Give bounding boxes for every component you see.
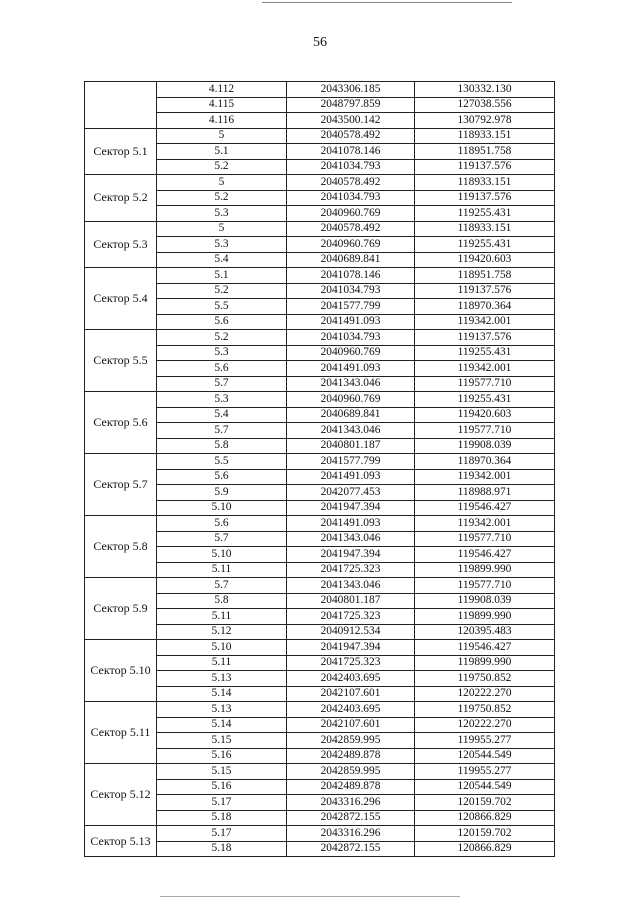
point-number-cell: 5.16 — [157, 779, 287, 795]
top-rule — [262, 2, 512, 3]
y-coordinate-cell: 119420.603 — [415, 252, 555, 268]
x-coordinate-cell: 2040912.534 — [287, 624, 415, 640]
x-coordinate-cell: 2040801.187 — [287, 593, 415, 609]
point-number-cell: 5.1 — [157, 268, 287, 284]
y-coordinate-cell: 119546.427 — [415, 500, 555, 516]
point-number-cell: 5.10 — [157, 547, 287, 563]
y-coordinate-cell: 127038.556 — [415, 97, 555, 113]
table-row — [85, 516, 555, 532]
table-row — [85, 640, 555, 656]
y-coordinate-cell: 119255.431 — [415, 237, 555, 253]
x-coordinate-cell: 2041343.046 — [287, 578, 415, 594]
y-coordinate-cell: 119420.603 — [415, 407, 555, 423]
y-coordinate-cell: 120159.702 — [415, 826, 555, 842]
table-row — [85, 82, 555, 98]
point-number-cell: 5.8 — [157, 438, 287, 454]
x-coordinate-cell: 2041034.793 — [287, 190, 415, 206]
y-coordinate-cell: 118951.758 — [415, 268, 555, 284]
y-coordinate-cell: 120866.829 — [415, 841, 555, 857]
y-coordinate-cell: 119137.576 — [415, 159, 555, 175]
point-number-cell: 5.5 — [157, 454, 287, 470]
sector-label: Сектор 5.5 — [85, 330, 157, 392]
x-coordinate-cell: 2043306.185 — [287, 82, 415, 98]
point-number-cell: 5.15 — [157, 733, 287, 749]
y-coordinate-cell: 130792.978 — [415, 113, 555, 129]
y-coordinate-cell: 119899.990 — [415, 655, 555, 671]
point-number-cell: 4.115 — [157, 97, 287, 113]
table-row — [85, 578, 555, 594]
y-coordinate-cell: 119342.001 — [415, 361, 555, 377]
point-number-cell: 5 — [157, 128, 287, 144]
table-row — [85, 454, 555, 470]
y-coordinate-cell: 119255.431 — [415, 345, 555, 361]
point-number-cell: 5.6 — [157, 469, 287, 485]
table-row — [85, 392, 555, 408]
coordinates-table — [84, 81, 555, 857]
point-number-cell: 5.18 — [157, 810, 287, 826]
y-coordinate-cell: 118970.364 — [415, 299, 555, 315]
point-number-cell: 5.11 — [157, 655, 287, 671]
y-coordinate-cell: 130332.130 — [415, 82, 555, 98]
x-coordinate-cell: 2040801.187 — [287, 438, 415, 454]
y-coordinate-cell: 118933.151 — [415, 128, 555, 144]
y-coordinate-cell: 119577.710 — [415, 578, 555, 594]
x-coordinate-cell: 2041577.799 — [287, 299, 415, 315]
x-coordinate-cell: 2042107.601 — [287, 686, 415, 702]
point-number-cell: 5.12 — [157, 624, 287, 640]
y-coordinate-cell: 119577.710 — [415, 376, 555, 392]
sector-label: Сектор 5.4 — [85, 268, 157, 330]
y-coordinate-cell: 119255.431 — [415, 392, 555, 408]
y-coordinate-cell: 119137.576 — [415, 190, 555, 206]
sector-label: Сектор 5.8 — [85, 516, 157, 578]
point-number-cell: 4.116 — [157, 113, 287, 129]
point-number-cell: 5.2 — [157, 283, 287, 299]
point-number-cell: 5.3 — [157, 392, 287, 408]
point-number-cell: 5.5 — [157, 299, 287, 315]
point-number-cell: 5.15 — [157, 764, 287, 780]
x-coordinate-cell: 2041034.793 — [287, 159, 415, 175]
table-row — [85, 702, 555, 718]
point-number-cell: 5.3 — [157, 345, 287, 361]
sector-label: Сектор 5.3 — [85, 221, 157, 268]
sector-label: Сектор 5.2 — [85, 175, 157, 222]
y-coordinate-cell: 120159.702 — [415, 795, 555, 811]
x-coordinate-cell: 2040960.769 — [287, 237, 415, 253]
point-number-cell: 5.4 — [157, 252, 287, 268]
point-number-cell: 5.1 — [157, 144, 287, 160]
x-coordinate-cell: 2043316.296 — [287, 826, 415, 842]
y-coordinate-cell: 118951.758 — [415, 144, 555, 160]
y-coordinate-cell: 119908.039 — [415, 438, 555, 454]
y-coordinate-cell: 119750.852 — [415, 671, 555, 687]
sector-label: Сектор 5.11 — [85, 702, 157, 764]
x-coordinate-cell: 2042107.601 — [287, 717, 415, 733]
y-coordinate-cell: 120222.270 — [415, 717, 555, 733]
y-coordinate-cell: 119955.277 — [415, 764, 555, 780]
table-row — [85, 764, 555, 780]
x-coordinate-cell: 2042872.155 — [287, 841, 415, 857]
y-coordinate-cell: 119342.001 — [415, 469, 555, 485]
y-coordinate-cell: 120395.483 — [415, 624, 555, 640]
table-row — [85, 330, 555, 346]
point-number-cell: 5.4 — [157, 407, 287, 423]
sector-label: Сектор 5.10 — [85, 640, 157, 702]
y-coordinate-cell: 119577.710 — [415, 531, 555, 547]
x-coordinate-cell: 2042859.995 — [287, 733, 415, 749]
y-coordinate-cell: 119255.431 — [415, 206, 555, 222]
page-number: 56 — [313, 35, 327, 50]
x-coordinate-cell: 2041343.046 — [287, 531, 415, 547]
x-coordinate-cell: 2041947.394 — [287, 640, 415, 656]
x-coordinate-cell: 2042489.878 — [287, 748, 415, 764]
bottom-rule — [160, 896, 460, 897]
x-coordinate-cell: 2042077.453 — [287, 485, 415, 501]
point-number-cell: 5.14 — [157, 686, 287, 702]
x-coordinate-cell: 2041343.046 — [287, 376, 415, 392]
x-coordinate-cell: 2043316.296 — [287, 795, 415, 811]
point-number-cell: 5.6 — [157, 314, 287, 330]
table-row — [85, 268, 555, 284]
point-number-cell: 5.9 — [157, 485, 287, 501]
x-coordinate-cell: 2040578.492 — [287, 175, 415, 191]
x-coordinate-cell: 2042403.695 — [287, 671, 415, 687]
x-coordinate-cell: 2040689.841 — [287, 252, 415, 268]
x-coordinate-cell: 2042403.695 — [287, 702, 415, 718]
x-coordinate-cell: 2041947.394 — [287, 547, 415, 563]
coordinates-table-body — [85, 82, 555, 857]
y-coordinate-cell: 118933.151 — [415, 175, 555, 191]
point-number-cell: 5.13 — [157, 671, 287, 687]
point-number-cell: 5.11 — [157, 609, 287, 625]
x-coordinate-cell: 2042489.878 — [287, 779, 415, 795]
x-coordinate-cell: 2043500.142 — [287, 113, 415, 129]
table-row — [85, 175, 555, 191]
point-number-cell: 5.17 — [157, 826, 287, 842]
y-coordinate-cell: 119342.001 — [415, 516, 555, 532]
x-coordinate-cell: 2041725.323 — [287, 655, 415, 671]
point-number-cell: 5.2 — [157, 330, 287, 346]
x-coordinate-cell: 2041491.093 — [287, 361, 415, 377]
point-number-cell: 5.7 — [157, 578, 287, 594]
table-row — [85, 221, 555, 237]
point-number-cell: 5.6 — [157, 516, 287, 532]
point-number-cell: 5.11 — [157, 562, 287, 578]
y-coordinate-cell: 119137.576 — [415, 283, 555, 299]
point-number-cell: 5.7 — [157, 531, 287, 547]
sector-label: Сектор 5.6 — [85, 392, 157, 454]
x-coordinate-cell: 2040689.841 — [287, 407, 415, 423]
y-coordinate-cell: 119546.427 — [415, 547, 555, 563]
point-number-cell: 5.2 — [157, 159, 287, 175]
x-coordinate-cell: 2040960.769 — [287, 345, 415, 361]
y-coordinate-cell: 119750.852 — [415, 702, 555, 718]
x-coordinate-cell: 2040960.769 — [287, 206, 415, 222]
y-coordinate-cell: 119899.990 — [415, 562, 555, 578]
sector-label: Сектор 5.12 — [85, 764, 157, 826]
sector-label: Сектор 5.9 — [85, 578, 157, 640]
point-number-cell: 5.13 — [157, 702, 287, 718]
point-number-cell: 5.7 — [157, 376, 287, 392]
x-coordinate-cell: 2040960.769 — [287, 392, 415, 408]
point-number-cell: 5.17 — [157, 795, 287, 811]
y-coordinate-cell: 118933.151 — [415, 221, 555, 237]
y-coordinate-cell: 120866.829 — [415, 810, 555, 826]
point-number-cell: 5.3 — [157, 206, 287, 222]
x-coordinate-cell: 2042872.155 — [287, 810, 415, 826]
sector-label: Сектор 5.1 — [85, 128, 157, 175]
point-number-cell: 5 — [157, 175, 287, 191]
point-number-cell: 5.10 — [157, 500, 287, 516]
x-coordinate-cell: 2041034.793 — [287, 283, 415, 299]
sector-label — [85, 82, 157, 129]
x-coordinate-cell: 2048797.859 — [287, 97, 415, 113]
y-coordinate-cell: 119546.427 — [415, 640, 555, 656]
y-coordinate-cell: 119899.990 — [415, 609, 555, 625]
table-row — [85, 128, 555, 144]
x-coordinate-cell: 2041491.093 — [287, 469, 415, 485]
x-coordinate-cell: 2041078.146 — [287, 268, 415, 284]
y-coordinate-cell: 118988.971 — [415, 485, 555, 501]
point-number-cell: 5.8 — [157, 593, 287, 609]
y-coordinate-cell: 120544.549 — [415, 779, 555, 795]
point-number-cell: 5 — [157, 221, 287, 237]
y-coordinate-cell: 119908.039 — [415, 593, 555, 609]
point-number-cell: 5.14 — [157, 717, 287, 733]
y-coordinate-cell: 120222.270 — [415, 686, 555, 702]
x-coordinate-cell: 2041078.146 — [287, 144, 415, 160]
x-coordinate-cell: 2041577.799 — [287, 454, 415, 470]
y-coordinate-cell: 120544.549 — [415, 748, 555, 764]
x-coordinate-cell: 2041725.323 — [287, 609, 415, 625]
x-coordinate-cell: 2042859.995 — [287, 764, 415, 780]
x-coordinate-cell: 2040578.492 — [287, 221, 415, 237]
x-coordinate-cell: 2040578.492 — [287, 128, 415, 144]
x-coordinate-cell: 2041725.323 — [287, 562, 415, 578]
table-row — [85, 826, 555, 842]
y-coordinate-cell: 119577.710 — [415, 423, 555, 439]
x-coordinate-cell: 2041343.046 — [287, 423, 415, 439]
x-coordinate-cell: 2041491.093 — [287, 314, 415, 330]
point-number-cell: 5.16 — [157, 748, 287, 764]
point-number-cell: 5.10 — [157, 640, 287, 656]
point-number-cell: 5.7 — [157, 423, 287, 439]
point-number-cell: 5.2 — [157, 190, 287, 206]
y-coordinate-cell: 119137.576 — [415, 330, 555, 346]
x-coordinate-cell: 2041034.793 — [287, 330, 415, 346]
y-coordinate-cell: 119955.277 — [415, 733, 555, 749]
point-number-cell: 5.6 — [157, 361, 287, 377]
point-number-cell: 5.18 — [157, 841, 287, 857]
y-coordinate-cell: 119342.001 — [415, 314, 555, 330]
point-number-cell: 4.112 — [157, 82, 287, 98]
sector-label: Сектор 5.13 — [85, 826, 157, 857]
x-coordinate-cell: 2041491.093 — [287, 516, 415, 532]
x-coordinate-cell: 2041947.394 — [287, 500, 415, 516]
y-coordinate-cell: 118970.364 — [415, 454, 555, 470]
point-number-cell: 5.3 — [157, 237, 287, 253]
sector-label: Сектор 5.7 — [85, 454, 157, 516]
